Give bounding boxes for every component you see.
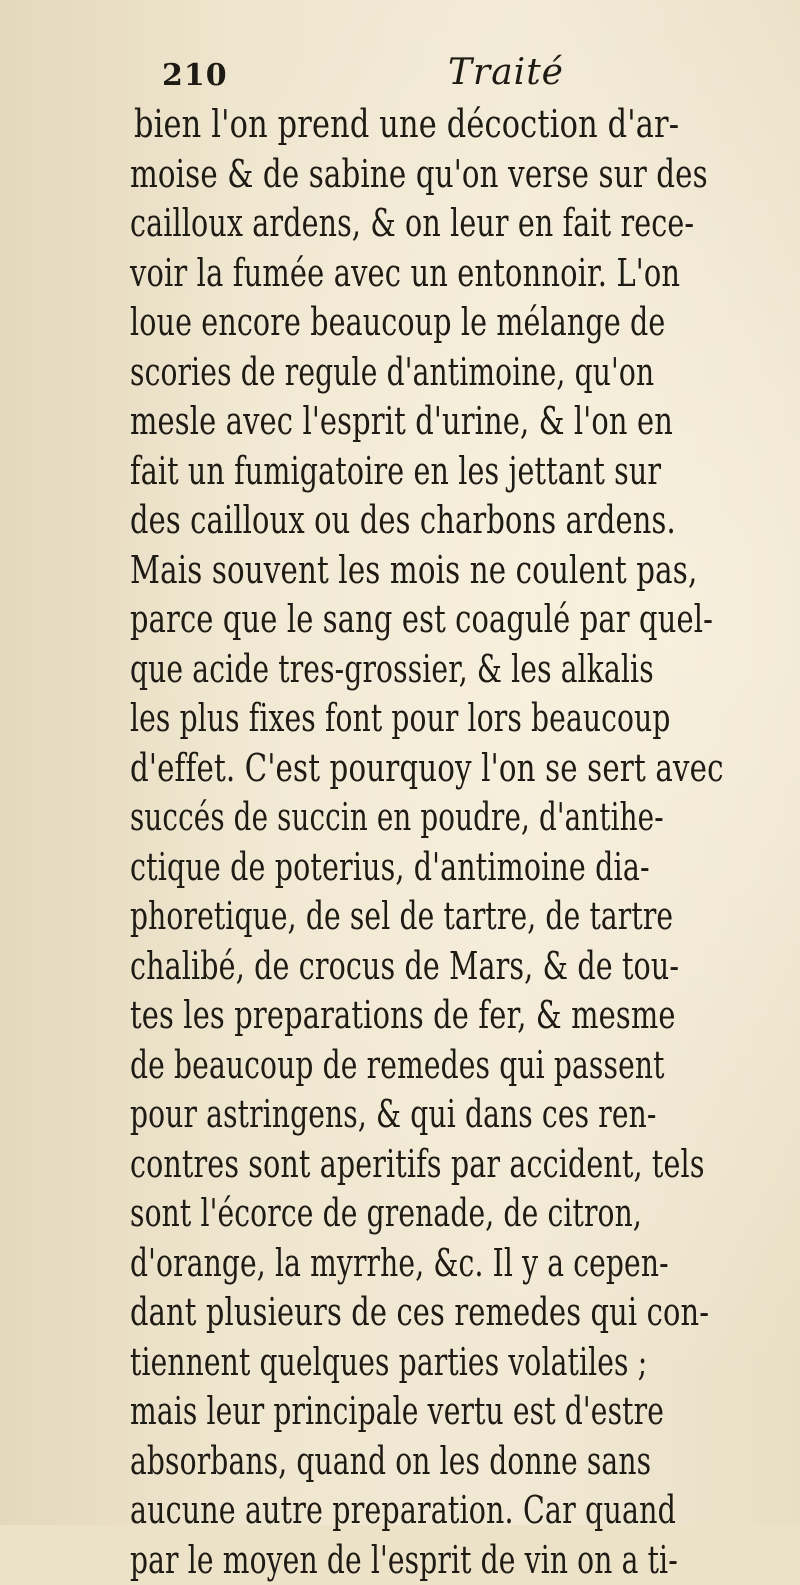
text-line: sont l'écorce de grenade, de citron, bbox=[130, 1189, 604, 1239]
text-line: chalibé, de crocus de Mars, & de tou- bbox=[130, 942, 610, 992]
text-line: mesle avec l'esprit d'urine, & l'on en bbox=[130, 397, 616, 447]
text-line: parce que le sang est coagulé par quel- bbox=[130, 595, 616, 645]
text-line: scories de regule d'antimoine, qu'on bbox=[130, 348, 604, 398]
text-line: les plus fixes font pour lors beaucoup bbox=[130, 694, 604, 744]
text-line: aucune autre preparation. Car quand bbox=[130, 1486, 610, 1536]
text-line: absorbans, quand on les donne sans bbox=[130, 1437, 604, 1487]
text-line: mais leur principale vertu est d'estre bbox=[130, 1387, 604, 1437]
text-line: Mais souvent les mois ne coulent pas, bbox=[130, 546, 623, 596]
text-line: d'effet. C'est pourquoy l'on se sert avec bbox=[130, 744, 623, 794]
text-line: loue encore beaucoup le mélange de bbox=[130, 298, 610, 348]
text-line: pour astringens, & qui dans ces ren- bbox=[130, 1090, 604, 1140]
text-line: par le moyen de l'esprit de vin on a ti- bbox=[130, 1536, 604, 1585]
text-line: ctique de poterius, d'antimoine dia- bbox=[130, 843, 610, 893]
text-line: fait un fumigatoire en les jettant sur bbox=[130, 447, 610, 497]
text-line: cailloux ardens, & on leur en fait rece- bbox=[130, 199, 610, 249]
text-line: que acide tres-grossier, & les alkalis bbox=[130, 645, 604, 695]
text-line: tiennent quelques parties volatiles ; bbox=[130, 1338, 604, 1388]
text-line: bien l'on prend une décoction d'ar- bbox=[134, 100, 643, 150]
text-line: phoretique, de sel de tartre, de tartre bbox=[130, 892, 604, 942]
text-line: moise & de sabine qu'on verse sur des bbox=[130, 150, 623, 200]
text-line: tes les preparations de fer, & mesme bbox=[130, 991, 616, 1041]
text-line: des cailloux ou des charbons ardens. bbox=[130, 496, 616, 546]
body-text bbox=[130, 100, 770, 1585]
page-header bbox=[162, 52, 762, 102]
text-line: succés de succin en poudre, d'antihe- bbox=[130, 793, 597, 843]
running-title: Traité bbox=[448, 52, 564, 93]
text-line: dant plusieurs de ces remedes qui con- bbox=[130, 1288, 616, 1338]
text-line: d'orange, la myrrhe, &c. Il y a cepen- bbox=[130, 1239, 604, 1289]
page-number: 210 bbox=[162, 58, 228, 93]
text-line: de beaucoup de remedes qui passent bbox=[130, 1041, 604, 1091]
text-line: contres sont aperitifs par accident, tels bbox=[130, 1140, 610, 1190]
text-line: voir la fumée avec un entonnoir. L'on bbox=[130, 249, 616, 299]
